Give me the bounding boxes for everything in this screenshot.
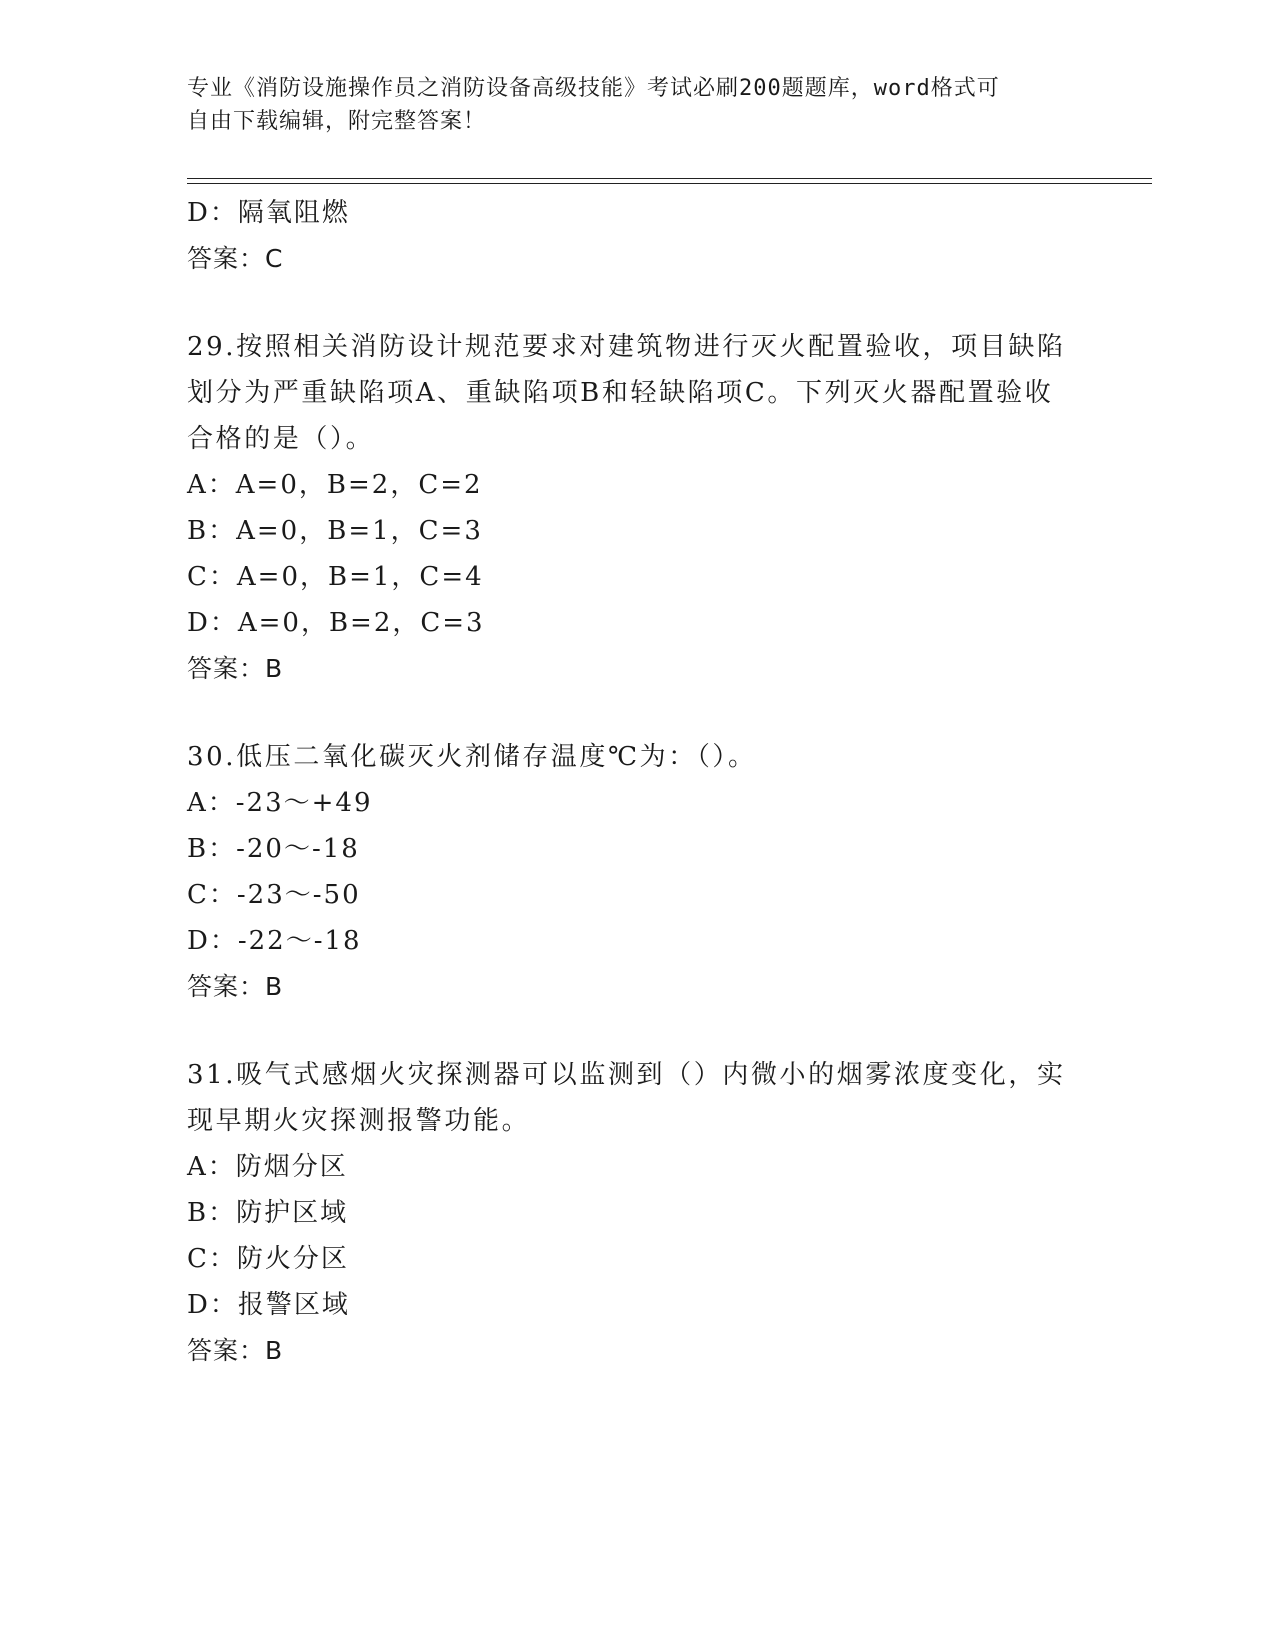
- answer-line: 答案：B: [187, 972, 284, 1001]
- header-divider-top: [187, 178, 1152, 179]
- question-30: [187, 734, 1087, 1010]
- option-b: B：A=0，B=1，C=3: [187, 516, 483, 546]
- option-c: C：A=0，B=1，C=4: [187, 562, 484, 592]
- question-stem-line: 31.吸气式感烟火灾探测器可以监测到（）内微小的烟雾浓度变化，实: [187, 1060, 1066, 1090]
- option-d: D：报警区域: [187, 1290, 350, 1320]
- option-a: A：防烟分区: [187, 1152, 348, 1182]
- question-stem-line: 划分为严重缺陷项A、重缺陷项B和轻缺陷项C。下列灭火器配置验收: [187, 378, 1054, 408]
- option-d: D：-22～-18: [187, 926, 362, 956]
- option-a: A：A=0，B=2，C=2: [187, 470, 483, 500]
- question-29: [187, 324, 1087, 692]
- question-stem-line: 合格的是（）。: [187, 424, 375, 454]
- option-d: D：A=0，B=2，C=3: [187, 608, 485, 638]
- answer-line: 答案：B: [187, 654, 284, 683]
- option-c: C：防火分区: [187, 1244, 349, 1274]
- option-d: D：隔氧阻燃: [187, 198, 350, 228]
- answer-line: 答案：C: [187, 244, 284, 273]
- question-31: [187, 1052, 1087, 1374]
- header-line-2: 自由下载编辑，附完整答案！: [187, 109, 487, 134]
- option-a: A：-23～+49: [187, 788, 373, 818]
- option-c: C：-23～-50: [187, 880, 361, 910]
- header-line-1: 专业《消防设施操作员之消防设备高级技能》考试必刷200题题库，word格式可: [187, 76, 1000, 101]
- question-stem-line: 现早期火灾探测报警功能。: [187, 1106, 531, 1136]
- question-content: [187, 190, 1087, 1374]
- page-header: [187, 72, 1067, 138]
- question-stem-line: 29.按照相关消防设计规范要求对建筑物进行灭火配置验收，项目缺陷: [187, 332, 1066, 362]
- option-b: B：防护区域: [187, 1198, 349, 1228]
- header-divider-bottom: [187, 183, 1152, 184]
- question-stem-line: 30.低压二氧化碳灭火剂储存温度℃为：（）。: [187, 742, 757, 772]
- option-b: B：-20～-18: [187, 834, 360, 864]
- previous-question-tail: [187, 190, 1087, 282]
- answer-line: 答案：B: [187, 1336, 284, 1365]
